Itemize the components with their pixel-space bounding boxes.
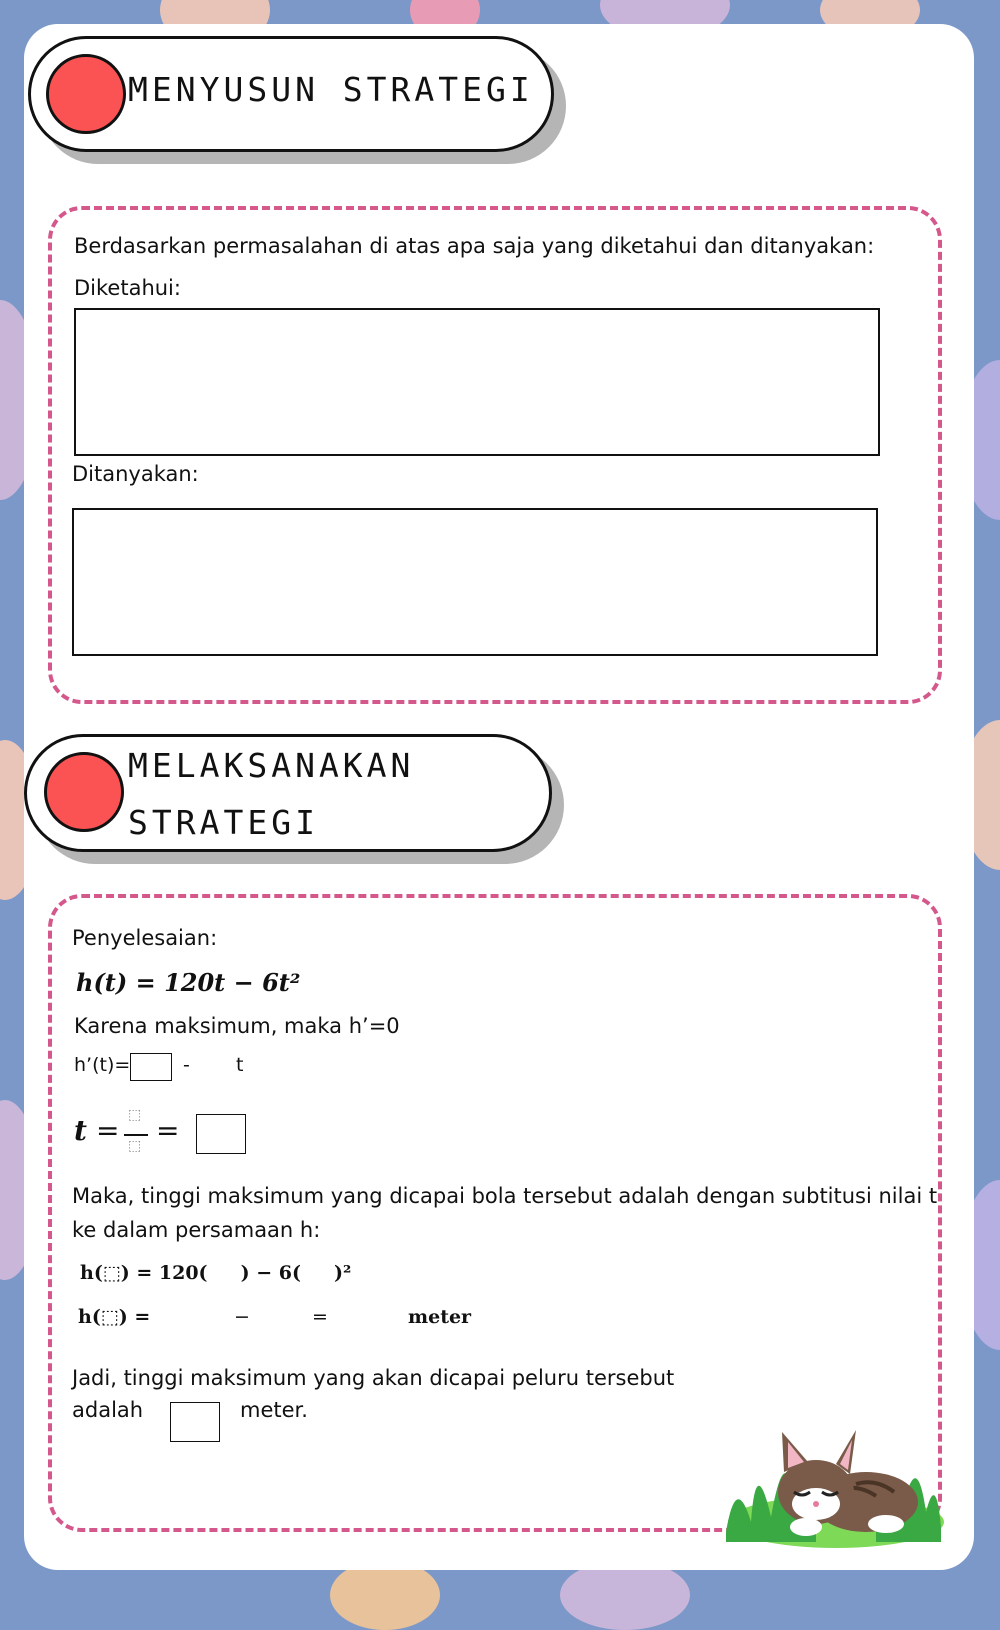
fraction-denominator[interactable]: ⬚ [128,1138,142,1154]
section-title: MENYUSUN STRATEGI [128,70,534,109]
substitution-text-2: ke dalam persamaan h: [72,1218,321,1242]
h-result-left: h(⬚) = [78,1306,151,1328]
t-value-box[interactable] [196,1114,246,1154]
h-result-unit: meter [408,1306,472,1328]
h-result-minus: − [234,1306,250,1328]
asked-answer-box[interactable] [72,508,878,656]
kitten-illustration [716,1412,946,1552]
derivative-var: t [236,1054,244,1076]
maximum-note: Karena maksimum, maka h’=0 [74,1014,400,1038]
h-substitution-equation: h(⬚) = 120( ) − 6( )² [80,1262,352,1284]
intro-text: Berdasarkan permasalahan di atas apa saja yang diketahui dan ditanyakan: [74,234,875,258]
conclusion-prefix: adalah [72,1398,144,1422]
derivative-prefix: h’(t)= [74,1054,131,1076]
derivative-minus: - [183,1054,190,1076]
known-label: Diketahui: [74,276,181,300]
t-equation-var: t [74,1114,87,1147]
solution-label: Penyelesaian: [72,926,218,950]
known-answer-box[interactable] [74,308,880,456]
conclusion-line: Jadi, tinggi maksimum yang akan dicapai peluru tersebut [72,1366,675,1390]
conclusion-unit: meter. [240,1398,308,1422]
bg-blob-bottom-2 [560,1560,690,1630]
header-dot [46,54,126,134]
h-result-equals: = [312,1306,328,1328]
height-equation: h(t) = 120t − 6t² [76,968,301,997]
t-equation-equals: = [96,1114,120,1147]
section-title-line2: STRATEGI [128,803,319,842]
final-answer-box[interactable] [170,1402,220,1442]
header-dot-2 [44,752,124,832]
section-title-line1: MELAKSANAKAN [128,746,415,785]
substitution-text-1: Maka, tinggi maksimum yang dicapai bola tersebut adalah dengan subtitusi nilai t [72,1184,938,1208]
bg-blob-bottom-1 [330,1560,440,1630]
asked-label: Ditanyakan: [72,462,199,486]
t-equation-equals-2: = [156,1114,180,1147]
derivative-coef-box[interactable] [130,1053,172,1081]
fraction-numerator[interactable]: ⬚ [128,1107,142,1123]
fraction-bar [124,1134,148,1136]
